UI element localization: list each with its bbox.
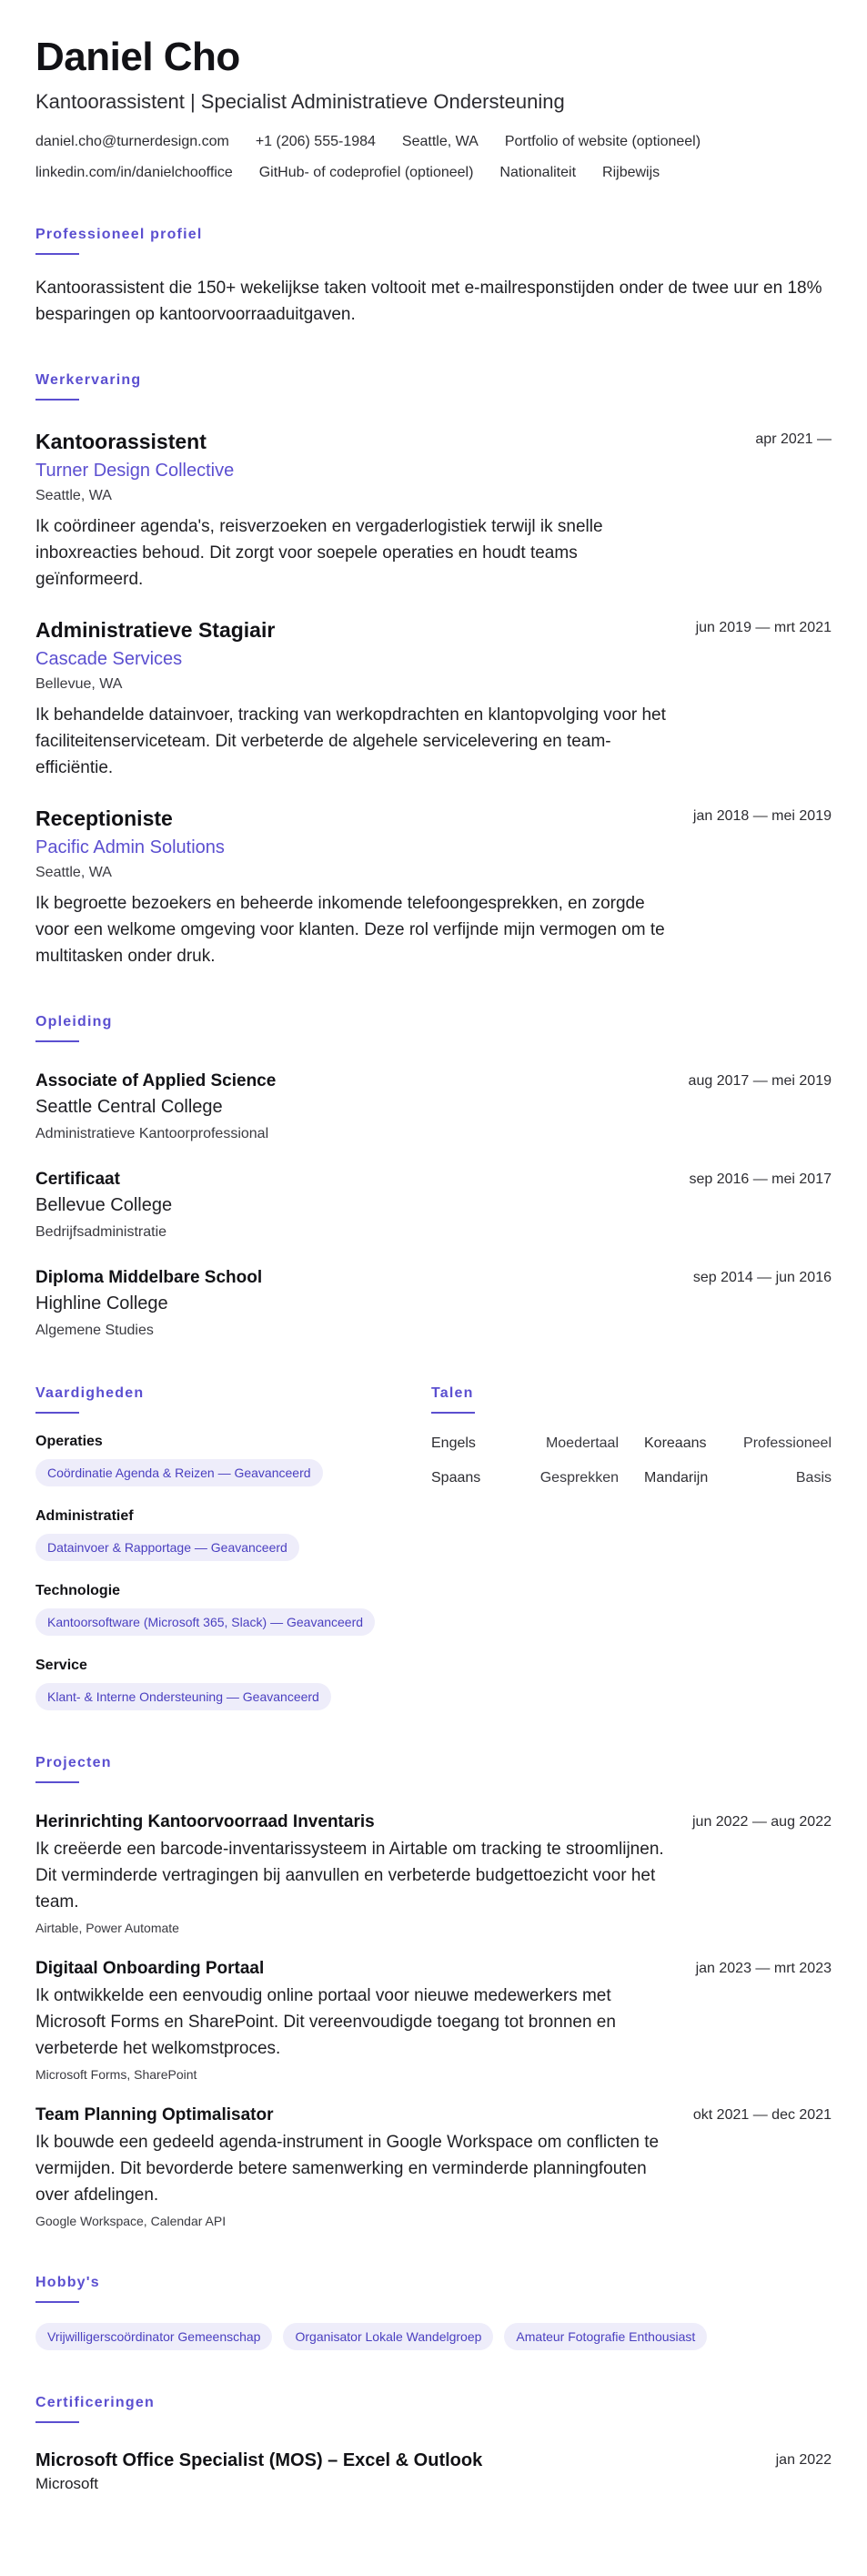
- certification-date: jan 2022: [775, 2452, 832, 2468]
- skills-languages-row: [35, 1384, 832, 1710]
- education-field: Algemene Studies: [35, 1323, 154, 1338]
- skill-group: [35, 1656, 431, 1710]
- project-title: Team Planning Optimalisator: [35, 2105, 274, 2125]
- job-dates: jan 2018 — mei 2019: [692, 808, 832, 824]
- skill-category: Operaties: [35, 1434, 103, 1449]
- hobby-pill: Organisator Lokale Wandelgroep: [283, 2323, 493, 2350]
- project-dates: jun 2022 — aug 2022: [691, 1814, 832, 1830]
- skill-group: [35, 1581, 431, 1636]
- job-location: Bellevue, WA: [35, 676, 123, 692]
- section-underline: [431, 1412, 475, 1414]
- project-tech: Google Workspace, Calendar API: [35, 2214, 227, 2228]
- project-description: Ik creëerde een barcode-inventarissysteem in Airtable om tracking te stroomlijnen. Dit verminderde vertragingen bij aanvullen en verbeterde budgettoezicht voor het team.: [35, 1840, 664, 1912]
- language-name: Koreaans: [644, 1435, 707, 1451]
- certification-issuer: Microsoft: [35, 2475, 98, 2492]
- job-dates: apr 2021 —: [755, 431, 832, 447]
- skill-pill: Coördinatie Agenda & Reizen — Geavanceerd: [35, 1459, 323, 1486]
- language-name: Engels: [431, 1435, 476, 1451]
- education-dates: sep 2016 — mei 2017: [689, 1171, 832, 1187]
- project-description: Ik ontwikkelde een eenvoudig online portaal voor nieuwe medewerkers met Microsoft Forms en SharePoint. Dit vereenvoudigde toegang tot bronnen en verbeterde het welkomstproces.: [35, 1986, 616, 2058]
- education-entry: [35, 1168, 832, 1242]
- job-title: Administratieve Stagiair: [35, 618, 276, 642]
- language-level: Gesprekken: [539, 1470, 619, 1486]
- hobbies-section: [35, 2274, 832, 2350]
- project-dates: jan 2023 — mrt 2023: [695, 1961, 832, 1976]
- candidate-tagline: Kantoorassistent | Specialist Administratieve Ondersteuning: [35, 90, 565, 113]
- section-underline: [35, 2301, 79, 2303]
- section-underline: [35, 2421, 79, 2423]
- skill-group: [35, 1506, 431, 1561]
- contact-linkedin[interactable]: linkedin.com/in/danielchooffice: [35, 165, 233, 180]
- section-title: Projecten: [35, 1755, 112, 1770]
- job-location: Seattle, WA: [35, 488, 112, 503]
- project-description: Ik bouwde een gedeeld agenda-instrument in Google Workspace om conflicten te vermijden. Dit bevorderde betere samenwerking en verminderde planningfouten over afdelingen.: [35, 2133, 660, 2205]
- job-title: Kantoorassistent: [35, 430, 207, 453]
- skill-category: Technologie: [35, 1583, 121, 1598]
- education-field: Bedrijfsadministratie: [35, 1224, 167, 1240]
- contact-nationality: Nationaliteit: [499, 165, 577, 180]
- contact-github[interactable]: GitHub- of codeprofiel (optioneel): [258, 165, 474, 180]
- section-title: Certificeringen: [35, 2395, 155, 2410]
- job-company: Cascade Services: [35, 649, 183, 669]
- skill-category: Service: [35, 1658, 87, 1673]
- education-dates: aug 2017 — mei 2019: [688, 1073, 832, 1089]
- job-entry: [35, 805, 832, 969]
- education-school: Bellevue College: [35, 1195, 173, 1215]
- section-underline: [35, 1781, 79, 1783]
- project-entry: [35, 1957, 832, 2084]
- project-entry: [35, 2104, 832, 2230]
- certification-title: Microsoft Office Specialist (MOS) – Excel & Outlook: [35, 2450, 483, 2470]
- certifications-section: [35, 2394, 832, 2494]
- certification-entry: [35, 2449, 832, 2494]
- project-title: Herinrichting Kantoorvoorraad Inventaris: [35, 1812, 375, 1831]
- section-underline: [35, 399, 79, 401]
- section-underline: [35, 1040, 79, 1042]
- education-degree: Certificaat: [35, 1170, 120, 1189]
- job-company: Turner Design Collective: [35, 461, 235, 481]
- job-company: Pacific Admin Solutions: [35, 837, 225, 857]
- project-dates: okt 2021 — dec 2021: [692, 2107, 832, 2123]
- hobby-list: [35, 2323, 832, 2350]
- skill-pill: Datainvoer & Rapportage — Geavanceerd: [35, 1534, 299, 1561]
- education-school: Seattle Central College: [35, 1097, 223, 1117]
- project-tech: Microsoft Forms, SharePoint: [35, 2067, 197, 2082]
- education-degree: Diploma Middelbare School: [35, 1268, 263, 1287]
- section-title: Professioneel profiel: [35, 227, 203, 242]
- job-description: Ik coördineer agenda's, reisverzoeken en vergaderlogistiek terwijl ik snelle inboxreacties behoud. Dit zorgt voor soepele operaties en houdt teams geïnformeerd.: [35, 517, 603, 589]
- education-degree: Associate of Applied Science: [35, 1071, 277, 1090]
- hobby-pill: Vrijwilligerscoördinator Gemeenschap: [35, 2323, 272, 2350]
- section-title: Hobby's: [35, 2275, 100, 2290]
- profile-text: Kantoorassistent die 150+ wekelijkse taken voltooit met e-mailresponstijden onder de twee uur en 18% besparingen op kantoorvoorraaduitgaven.: [35, 279, 822, 324]
- project-title: Digitaal Onboarding Portaal: [35, 1959, 265, 1978]
- candidate-name: Daniel Cho: [35, 35, 240, 79]
- education-section: [35, 1013, 832, 1341]
- skill-pill: Kantoorsoftware (Microsoft 365, Slack) — Geavanceerd: [35, 1608, 375, 1636]
- section-title: Werkervaring: [35, 372, 142, 388]
- contact-portfolio[interactable]: Portfolio of website (optioneel): [504, 134, 701, 149]
- project-tech: Airtable, Power Automate: [35, 1921, 179, 1935]
- language-level: Professioneel: [743, 1435, 832, 1451]
- skill-pill: Klant- & Interne Ondersteuning — Geavanceerd: [35, 1683, 331, 1710]
- education-entry: [35, 1266, 832, 1341]
- job-title: Receptioniste: [35, 806, 173, 830]
- job-description: Ik behandelde datainvoer, tracking van werkopdrachten en klantopvolging voor het faciliteitenserviceteam. Dit verbeterde de algehele servicelevering en team-efficiëntie.: [35, 705, 666, 777]
- job-entry: [35, 428, 832, 593]
- education-field: Administratieve Kantoorprofessional: [35, 1126, 269, 1141]
- section-underline: [35, 1412, 79, 1414]
- job-dates: jun 2019 — mrt 2021: [695, 620, 832, 635]
- language-name: Spaans: [431, 1470, 481, 1486]
- section-title: Talen: [431, 1385, 474, 1401]
- resume-header: [35, 35, 832, 182]
- projects-section: [35, 1754, 832, 2230]
- section-underline: [35, 253, 79, 255]
- languages-grid: [431, 1434, 832, 1488]
- job-description: Ik begroette bezoekers en beheerde inkomende telefoongesprekken, en zorgde voor een welkome omgeving voor klanten. Deze rol verfijnde mijn vermogen om te multitasken onder druk.: [35, 894, 665, 966]
- contact-email[interactable]: daniel.cho@turnerdesign.com: [35, 134, 229, 149]
- hobby-pill: Amateur Fotografie Enthousiast: [504, 2323, 707, 2350]
- section-title: Opleiding: [35, 1014, 113, 1029]
- language-level: Basis: [795, 1470, 832, 1486]
- language-name: Mandarijn: [644, 1470, 709, 1486]
- skill-group: [35, 1432, 431, 1486]
- section-title: Vaardigheden: [35, 1385, 145, 1401]
- skill-category: Administratief: [35, 1508, 134, 1524]
- project-entry: [35, 1810, 832, 1937]
- job-entry: [35, 616, 832, 781]
- experience-section: [35, 371, 832, 969]
- education-entry: [35, 1070, 832, 1144]
- languages-section: [431, 1384, 832, 1710]
- contact-license: Rijbewijs: [602, 165, 660, 180]
- skills-section: [35, 1384, 431, 1710]
- contact-info: [35, 133, 832, 182]
- contact-location: Seattle, WA: [401, 134, 479, 149]
- profile-section: [35, 226, 832, 328]
- language-level: Moedertaal: [545, 1435, 619, 1451]
- education-dates: sep 2014 — jun 2016: [692, 1270, 832, 1285]
- education-school: Highline College: [35, 1293, 168, 1313]
- job-location: Seattle, WA: [35, 865, 112, 880]
- contact-phone[interactable]: +1 (206) 555-1984: [255, 134, 376, 149]
